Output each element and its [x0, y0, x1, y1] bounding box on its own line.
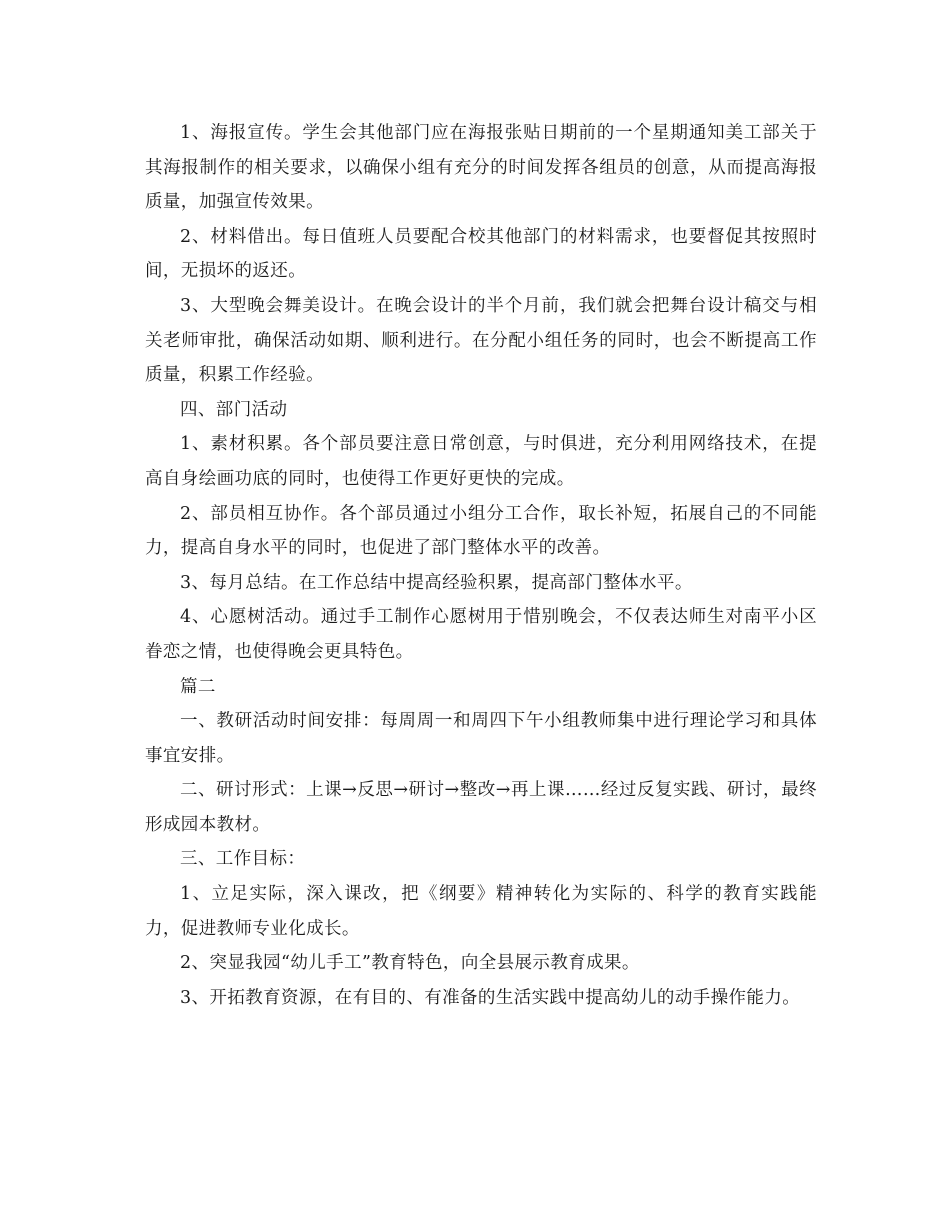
section-heading-department-activities: 四、部门活动: [180, 399, 288, 420]
paragraph-goal-reform: 1、立足实际，深入课改，把《纲要》精神转化为实际的、科学的教育实践能力，促进教师专业化成长。: [145, 884, 817, 939]
paragraph-research-format: 二、研讨形式：上课→反思→研讨→整改→再上课……经过反复实践、研讨，最终形成园本教材。: [145, 780, 817, 835]
paragraph-material-accumulation: 1、素材积累。各个部员要注意日常创意，与时俱进，充分利用网络技术，在提高自身绘画功底的同时，也使得工作更好更快的完成。: [145, 434, 817, 489]
paragraph-member-cooperation: 2、部员相互协作。各个部员通过小组分工合作，取长补短，拓展自己的不同能力，提高自身水平的同时，也促进了部门整体水平的改善。: [145, 503, 817, 559]
section-heading-part-two: 篇二: [180, 676, 216, 697]
section-heading-work-goals: 三、工作目标：: [180, 849, 306, 870]
paragraph-research-schedule: 一、教研活动时间安排：每周周一和周四下午小组教师集中进行理论学习和具体事宜安排。: [145, 711, 817, 766]
paragraph-monthly-summary: 3、每月总结。在工作总结中提高经验积累，提高部门整体水平。: [180, 572, 693, 593]
paragraph-poster-publicity: 1、海报宣传。学生会其他部门应在海报张贴日期前的一个星期通知美工部关于其海报制作的相关要求，以确保小组有充分的时间发挥各组员的创意，从而提高海报质量，加强宣传效果。: [145, 123, 817, 213]
paragraph-wish-tree: 4、心愿树活动。通过手工制作心愿树用于惜别晚会，不仅表达师生对南平小区眷恋之情，也使得晚会更具特色。: [145, 607, 817, 662]
paragraph-stage-design: 3、大型晚会舞美设计。在晚会设计的半个月前，我们就会把舞台设计稿交与相关老师审批，确保活动如期、顺利进行。在分配小组任务的同时，也会不断提高工作质量，积累工作经验。: [145, 295, 817, 386]
document-body: [145, 116, 817, 1015]
paragraph-goal-resources: 3、开拓教育资源，在有目的、有准备的生活实践中提高幼儿的动手操作能力。: [180, 987, 801, 1008]
paragraph-goal-handcraft: 2、突显我园“幼儿手工”教育特色，向全县展示教育成果。: [180, 953, 640, 974]
paragraph-material-lending: 2、材料借出。每日值班人员要配合校其他部门的材料需求，也要督促其按照时间，无损坏的返还。: [145, 226, 817, 282]
